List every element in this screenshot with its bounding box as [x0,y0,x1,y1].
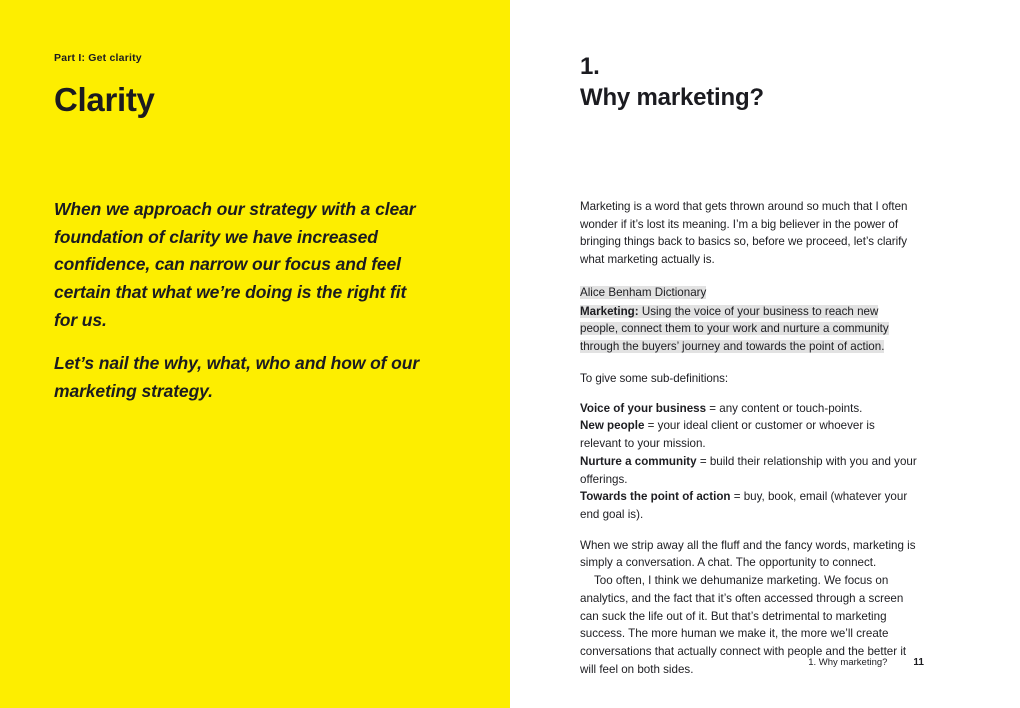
definition-term: Towards the point of action [580,490,731,504]
dictionary-definition-text: Using the voice of your business to reach new people, connect them to your work and nurture a community through the buyers’ journey and towards the point of action. [580,304,889,354]
definition-text: = build their relationship with you and your offerings. [580,454,917,486]
definition-item [580,488,918,523]
definition-list [580,400,918,524]
lead-paragraph-2: Let’s nail the why, what, who and how of our marketing strategy. [54,353,420,401]
definition-term: Nurture a community [580,454,697,468]
closing-paragraph-2: Too often, I think we dehumanize marketing. We focus on analytics, and the fact that it’s often accessed through a screen can suck the life out of it. But that’s detrimental to marketing success. The more human we make it, the more we’ll create conversations that actually connect with people and the better it will feel on both sides. [580,574,907,676]
subdefinition-intro: To give some sub-definitions: [580,371,729,385]
dictionary-heading: Alice Benham Dictionary [580,285,707,299]
definition-term: New people [580,419,645,433]
body-column [580,198,918,679]
right-page [510,0,1020,708]
chapter-heading: Why marketing? [580,83,764,111]
definition-item [580,417,918,452]
page-title: Clarity [54,81,155,118]
definition-text: = buy, book, email (whatever your end goal is). [580,490,908,522]
chapter-number: 1. [580,53,600,80]
definition-text: = any content or touch-points. [706,401,863,415]
intro-paragraph: Marketing is a word that gets thrown around so much that I often wonder if it’s lost its meaning. I’m a big believer in the power of bringing things back to basics so, before we proceed, let’s clarify what marketing actually is. [580,200,908,267]
dictionary-definition [580,303,918,356]
closing-paragraph-1: When we strip away all the fluff and the fancy words, marketing is simply a conversation. A chat. The opportunity to connect. [580,538,916,570]
definition-text: = your ideal client or customer or whoever is relevant to your mission. [580,419,875,451]
definition-item [580,400,918,418]
definition-term: Voice of your business [580,401,707,415]
dictionary-block [580,283,918,356]
running-head: 1. Why marketing? [808,657,888,668]
page-footer [808,657,924,668]
lead-paragraph-1: When we approach our strategy with a clear foundation of clarity we have increased confidence, can narrow our focus and feel certain that what we’re doing is the right fit for us. [54,199,416,330]
page-number: 11 [913,657,924,668]
dictionary-term: Marketing: [580,304,639,318]
lead-block [54,196,434,405]
part-label: Part I: Get clarity [54,52,142,64]
definition-item [580,453,918,488]
